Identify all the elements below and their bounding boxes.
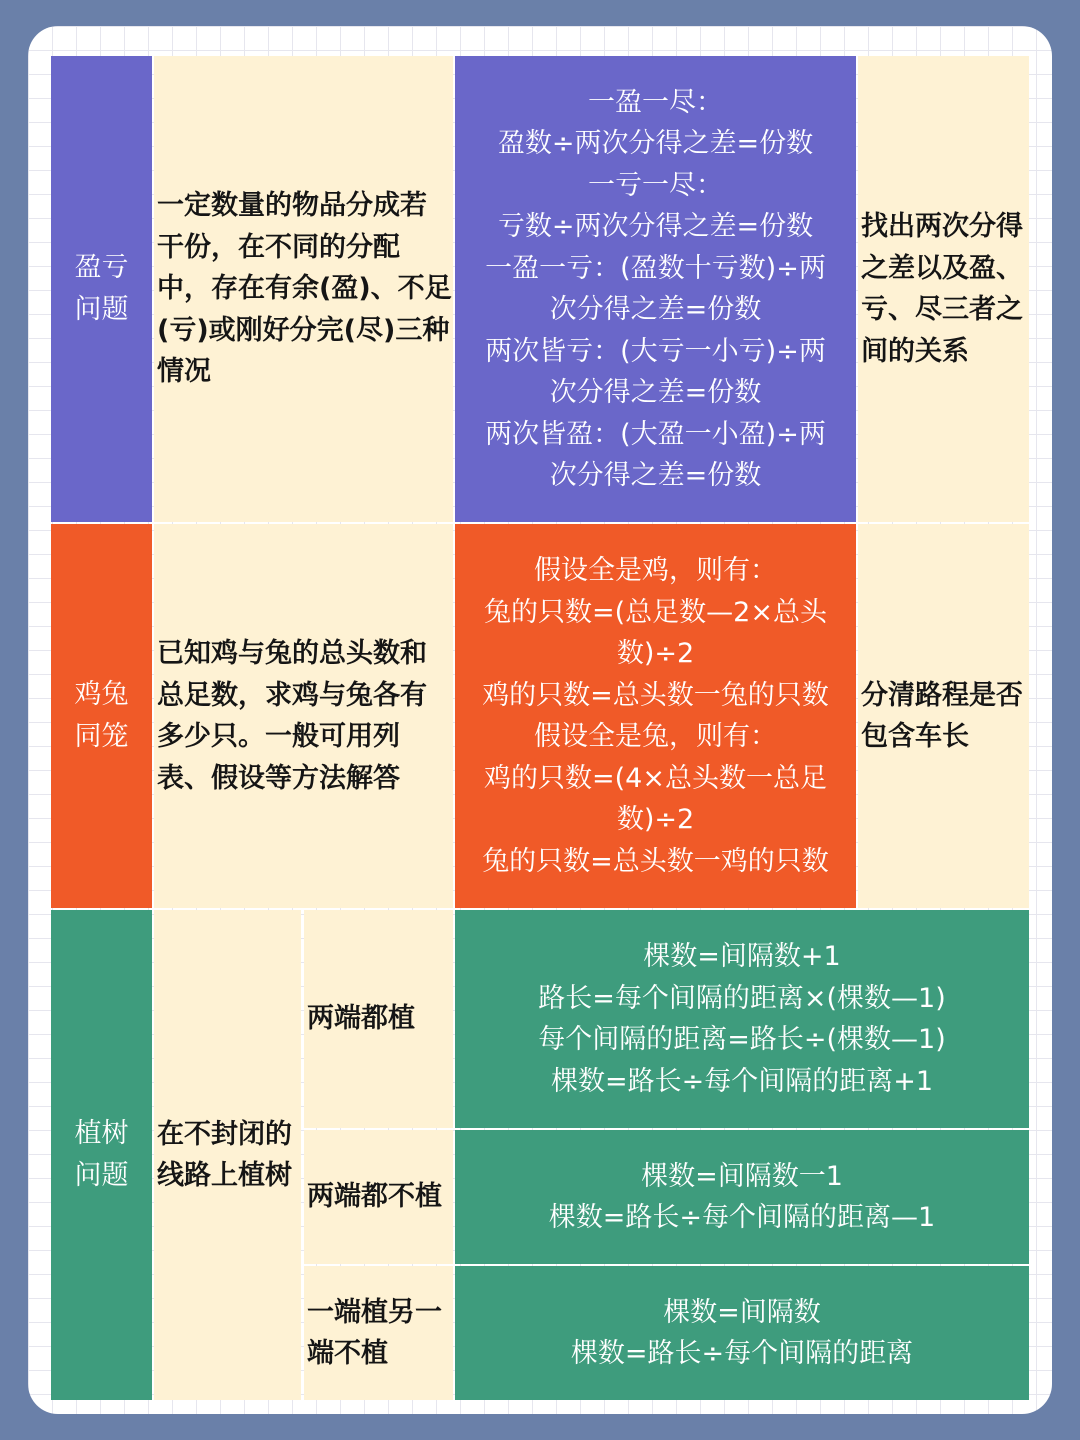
case-name-text: 一端植另一端不植 [307, 1296, 442, 1369]
formula-line: 两次皆盈：(大盈一小盈)÷两 [485, 418, 826, 450]
case-name-neither-end [304, 1130, 453, 1264]
formula-line: 鸡的只数=总头数一兔的只数 [482, 679, 829, 711]
formula-line: 鸡的只数=(4×总头数一总足 [484, 762, 827, 794]
row-label-line: 问题 [74, 294, 129, 325]
row-label-yingkui [51, 56, 152, 522]
tip-text: 分清路程是否包含车长 [861, 679, 1023, 752]
tip-text: 找出两次分得之差以及盈、亏、尽三者之间的关系 [861, 211, 1023, 367]
formula-line: 一盈一亏：(盈数十亏数)÷两 [485, 252, 826, 284]
case-formulas-both-ends [455, 910, 1029, 1128]
formula-line: 兔的只数=(总足数—2×总头 [484, 596, 827, 628]
description-text: 已知鸡与兔的总头数和总足数，求鸡与兔各有多少只。一般可用列表、假设等方法解答 [157, 638, 427, 794]
row-label-line: 问题 [74, 1160, 129, 1191]
row-label-line: 同笼 [74, 721, 129, 752]
row-description-zhishu [154, 910, 301, 1400]
row-label-line: 植树 [74, 1118, 129, 1149]
formula-line: 棵数=间隔数 [663, 1296, 821, 1328]
row-description-jitu [154, 524, 453, 908]
formula-line: 棵数=间隔数+1 [643, 941, 841, 972]
formula-line: 两次皆亏：(大亏一小亏)÷两 [485, 335, 826, 367]
formula-line: 棵数=路长÷每个间隔的距离+1 [550, 1065, 934, 1097]
case-name-one-end [304, 1266, 453, 1400]
formula-line: 次分得之差=份数 [549, 460, 762, 491]
formula-line: 次分得之差=份数 [549, 294, 762, 325]
case-name-text: 两端都植 [307, 1003, 415, 1035]
formula-line: 一盈一尽： [588, 86, 723, 118]
row-label-jitu [51, 524, 152, 908]
formula-line: 兔的只数=总头数一鸡的只数 [482, 845, 829, 877]
formula-line: 棵数=路长÷每个间隔的距离—1 [548, 1202, 936, 1233]
row-formulas-yingkui [455, 56, 856, 522]
formula-line: 路长=每个间隔的距离×(棵数—1) [538, 982, 946, 1014]
formula-line: 盈数÷两次分得之差=份数 [497, 128, 814, 159]
formula-line: 数)÷2 [616, 638, 695, 669]
formula-line: 每个间隔的距离=路长÷(棵数—1) [538, 1024, 946, 1055]
row-label-line: 鸡兔 [74, 679, 129, 710]
case-formulas-one-end [455, 1266, 1029, 1400]
case-formulas-neither-end [455, 1130, 1029, 1264]
case-name-text: 两端都不植 [307, 1181, 442, 1213]
row-description-yingkui [154, 56, 453, 522]
content-card [28, 26, 1052, 1414]
case-name-both-ends [304, 910, 453, 1128]
formula-line: 假设全是兔，则有： [534, 721, 777, 752]
formula-line: 假设全是鸡，则有： [534, 555, 777, 586]
row-label-zhishu [51, 910, 152, 1400]
formula-line: 数)÷2 [616, 804, 695, 835]
row-tip-jitu [858, 524, 1029, 908]
row-label-line: 盈亏 [74, 252, 129, 283]
formula-line: 次分得之差=份数 [549, 377, 762, 408]
formula-line: 棵数=路长÷每个间隔的距离 [570, 1338, 914, 1369]
formula-line: 棵数=间隔数一1 [641, 1160, 843, 1192]
formula-line: 一亏一尽： [588, 169, 723, 201]
row-tip-yingkui [858, 56, 1029, 522]
row-formulas-jitu [455, 524, 856, 908]
formula-line: 亏数÷两次分得之差=份数 [497, 211, 814, 242]
description-text: 在不封闭的线路上植树 [157, 1118, 292, 1191]
description-text: 一定数量的物品分成若干份，在不同的分配中，存在有余(盈)、不足(亏)或刚好分完(尽)三种情况 [157, 190, 452, 388]
